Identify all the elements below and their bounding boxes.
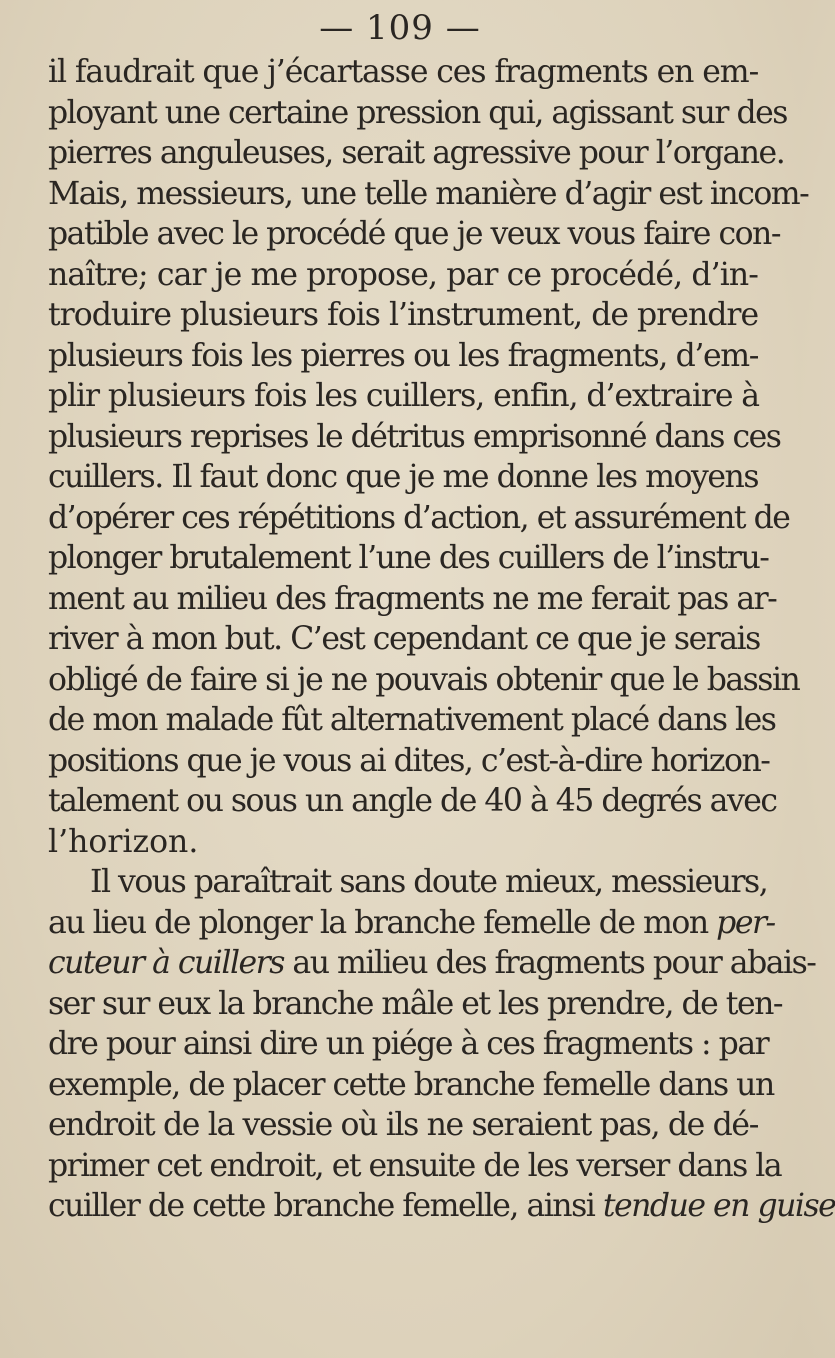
body-text <box>48 52 835 1227</box>
text-line: ployant une certaine pression qui, agissant sur des <box>48 94 787 131</box>
text-line: patible avec le procédé que je veux vous faire con- <box>48 216 780 252</box>
text-line: dre pour ainsi dire un piége à ces fragments : par <box>48 1026 769 1062</box>
text-line: plonger brutalement l’une des cuillers de l’instru- <box>48 540 769 576</box>
text-line <box>48 1186 835 1227</box>
text-line: endroit de la vessie où ils ne seraient pas, de dé- <box>48 1107 758 1143</box>
paragraph-1 <box>48 52 809 862</box>
text-line: talement ou sous un angle de 40 à 45 degrés avec <box>48 783 777 819</box>
text-segment: au lieu de plonger la branche femelle de mon <box>48 904 717 941</box>
text-line <box>48 903 775 944</box>
text-line: d’opérer ces répétitions d’action, et assurément de <box>48 499 790 536</box>
text-line: troduire plusieurs fois l’instrument, de prendre <box>48 297 759 333</box>
text-line: Mais, messieurs, une telle manière d’agir est incom- <box>48 175 809 212</box>
text-line: plir plusieurs fois les cuillers, enfin, d’extraire à <box>48 378 759 414</box>
text-line: naître; car je me propose, par ce procédé, d’in- <box>48 256 758 293</box>
text-line: cuillers. Il faut donc que je me donne les moyens <box>48 459 759 495</box>
text-line: river à mon but. C’est cependant ce que je serais <box>48 621 760 657</box>
text-line: Il vous paraîtrait sans doute mieux, messieurs, <box>90 864 768 900</box>
text-line: exemple, de placer cette branche femelle dans un <box>48 1066 774 1103</box>
text-line: il faudrait que j’écartasse ces fragments en em- <box>48 54 759 90</box>
italic-text-segment: tendue en guise <box>602 1188 835 1224</box>
paragraph-2 <box>48 862 835 1227</box>
text-line: pierres anguleuses, serait agressive pour l’organe. <box>48 135 785 171</box>
text-line <box>48 943 816 984</box>
text-line: obligé de faire si je ne pouvais obtenir que le bassin <box>48 661 800 698</box>
text-line: de mon malade fût alternativement placé dans les <box>48 702 776 738</box>
text-line: ser sur eux la branche mâle et les prendre, de ten- <box>48 985 783 1022</box>
text-line: plusieurs fois les pierres ou les fragments, d’em- <box>48 337 758 374</box>
italic-text-segment: per- <box>716 904 775 941</box>
text-line: primer cet endroit, et ensuite de les verser dans la <box>48 1147 782 1184</box>
text-line: positions que je vous ai dites, c’est-à-dire horizon- <box>48 742 770 779</box>
text-line: ment au milieu des fragments ne me ferait pas ar- <box>48 580 777 617</box>
page-number: — 109 — <box>319 8 481 48</box>
text-line: l’horizon. <box>48 823 199 860</box>
text-line: plusieurs reprises le détritus emprisonné dans ces <box>48 418 781 455</box>
italic-text-segment: cuteur à cuillers <box>48 945 284 981</box>
text-segment: au milieu des fragments pour abais- <box>283 945 816 981</box>
text-segment: cuiller de cette branche femelle, ainsi <box>48 1188 603 1224</box>
